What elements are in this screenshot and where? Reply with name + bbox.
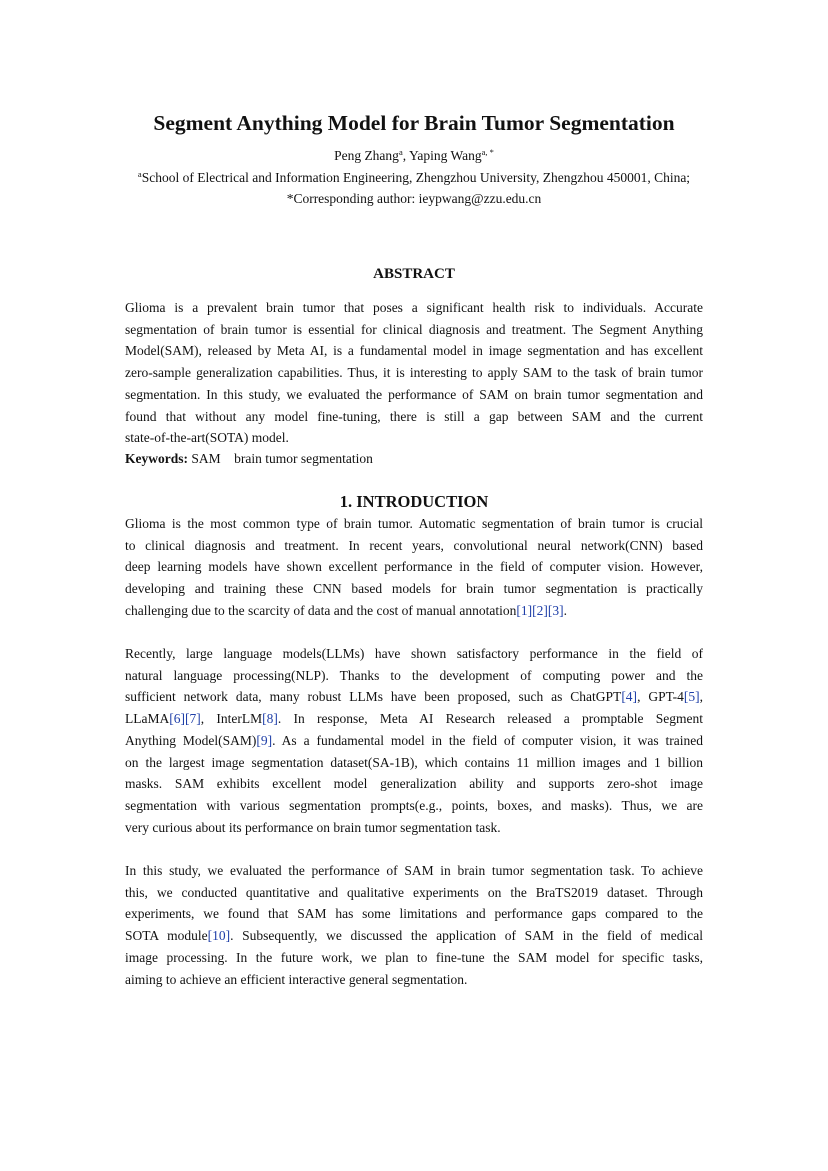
citation-link[interactable]: [8]	[262, 711, 278, 727]
paper-title: Segment Anything Model for Brain Tumor Segmentation	[153, 111, 675, 135]
text-line	[125, 730, 703, 752]
citation-link[interactable]: [6]	[169, 711, 185, 727]
text-span: , InterLM	[200, 711, 263, 727]
text-span: .	[563, 602, 567, 618]
citation-link[interactable]: [3]	[547, 602, 564, 618]
affiliation-marker: a, *	[481, 147, 494, 157]
text-line: Glioma is a prevalent brain tumor that poses a significant health risk to individuals. Accurate	[125, 300, 703, 315]
author-name: Yaping Wang	[408, 148, 482, 163]
keywords-label: Keywords:	[125, 451, 188, 466]
text-span: . Subsequently, we discussed the application of SAM in the field of medical	[230, 928, 704, 944]
text-span: . As a fundamental model in the field of computer vision, it was trained	[272, 732, 703, 748]
text-line	[125, 686, 703, 708]
text-line: found that without any model fine-tuning, there is still a gap between SAM and the current	[125, 408, 703, 424]
text-line	[125, 600, 703, 622]
text-line: zero-sample generalization capabilities. Thus, it is interesting to apply SAM to the task of brain tumor	[125, 365, 703, 381]
text-line	[125, 925, 703, 947]
text-span: SOTA module	[125, 928, 208, 944]
text-line: experiments, we found that SAM has some limitations and performance gaps compared to the	[125, 906, 703, 922]
text-line	[125, 708, 703, 730]
text-line: this, we conducted quantitative and qualitative experiments on the BraTS2019 dataset. Through	[125, 884, 703, 900]
citation-link[interactable]: [4]	[621, 689, 638, 705]
affiliation	[125, 168, 703, 188]
text-line: segmentation with various segmentation prompts(e.g., points, boxes, and masks). Thus, we are	[125, 797, 703, 813]
text-span: Anything Model(SAM)	[125, 732, 257, 748]
corresponding-author: *Corresponding author: ieypwang@zzu.edu.cn	[286, 191, 542, 206]
citation-link[interactable]: [2]	[532, 602, 548, 618]
text-span: sufficient network data, many robust LLMs have been proposed, such as ChatGPT	[125, 689, 622, 705]
text-line: to clinical diagnosis and treatment. In recent years, convolutional neural network(CNN) based	[125, 537, 703, 553]
intro-paragraph-1	[125, 513, 703, 622]
text-span: LLaMA	[125, 711, 170, 727]
text-span: . In response, Meta AI Research released a promptable Segment	[277, 711, 703, 727]
keywords-text: SAM brain tumor segmentation	[188, 451, 373, 466]
citation-link[interactable]: [7]	[185, 711, 201, 727]
text-line: natural language processing(NLP). Thanks to the development of computing power and the	[125, 667, 703, 683]
text-line: Recently, large language models(LLMs) have shown satisfactory performance in the field of	[125, 646, 703, 661]
author-list	[125, 146, 703, 166]
text-line: state-of-the-art(SOTA) model.	[125, 430, 289, 446]
keywords	[125, 449, 373, 469]
text-span: ,	[699, 689, 703, 705]
text-line: on the largest image segmentation dataset(SA-1B), which contains 11 million images and 1 billion	[125, 754, 703, 770]
text-line: segmentation of brain tumor is essential for clinical diagnosis and treatment. The Segment Anything	[125, 321, 703, 337]
section-heading-introduction: 1. INTRODUCTION	[339, 492, 489, 511]
text-span: , GPT-4	[637, 689, 684, 705]
citation-link[interactable]: [10]	[207, 928, 231, 944]
author-name: Peng Zhang	[334, 148, 399, 163]
affiliation-marker: a	[137, 169, 142, 179]
abstract-heading: ABSTRACT	[373, 266, 455, 282]
text-line: image processing. In the future work, we plan to fine-tune the SAM model for specific tasks,	[125, 949, 703, 965]
text-line: aiming to achieve an efficient interactive general segmentation.	[125, 971, 468, 987]
intro-paragraph-2	[125, 643, 703, 838]
text-span: challenging due to the scarcity of data and the cost of manual annotation	[125, 602, 517, 618]
text-line: segmentation. In this study, we evaluated the performance of SAM on brain tumor segmentation and	[125, 386, 703, 402]
citation-link[interactable]: [5]	[683, 689, 700, 705]
affiliation-marker: a	[398, 147, 403, 157]
affiliation-text: School of Electrical and Information Engineering, Zhengzhou University, Zhengzhou 450001, China;	[141, 170, 691, 185]
text-line: Model(SAM), released by Meta AI, is a fundamental model in image segmentation and has excellent	[125, 343, 703, 359]
citation-link[interactable]: [1]	[516, 602, 533, 618]
text-line: deep learning models have shown excellent performance in the field of computer vision. However,	[125, 559, 703, 575]
citation-link[interactable]: [9]	[256, 732, 273, 748]
text-line: In this study, we evaluated the performance of SAM in brain tumor segmentation task. To achieve	[125, 863, 703, 878]
abstract-body	[125, 297, 703, 449]
author-separator: ,	[402, 148, 409, 163]
text-line: developing and training these CNN based models for brain tumor segmentation is practically	[125, 581, 703, 597]
intro-paragraph-3	[125, 860, 703, 990]
text-line: masks. SAM exhibits excellent model generalization ability and supports zero-shot image	[125, 776, 703, 792]
text-line: Glioma is the most common type of brain tumor. Automatic segmentation of brain tumor is crucial	[125, 516, 703, 531]
text-line: very curious about its performance on brain tumor segmentation task.	[125, 819, 501, 835]
